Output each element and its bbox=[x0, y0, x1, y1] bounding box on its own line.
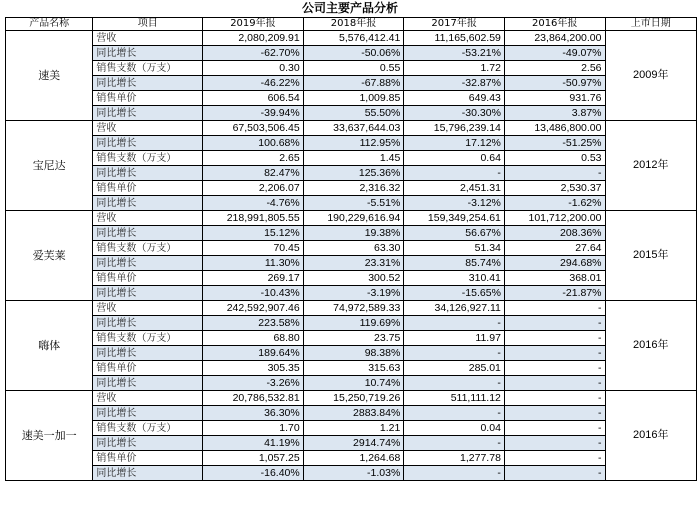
table-row bbox=[6, 196, 697, 211]
item-label-cell: 销售支数（万支） bbox=[93, 331, 203, 346]
header-row bbox=[6, 18, 697, 31]
value-cell: 2,080,209.91 bbox=[203, 31, 304, 46]
value-cell: -62.70% bbox=[203, 46, 304, 61]
value-cell: 67,503,506.45 bbox=[203, 121, 304, 136]
value-cell: - bbox=[504, 406, 605, 421]
value-cell: - bbox=[504, 331, 605, 346]
table-row bbox=[6, 61, 697, 76]
value-cell: -50.06% bbox=[303, 46, 404, 61]
value-cell: -32.87% bbox=[404, 76, 505, 91]
value-cell: -3.12% bbox=[404, 196, 505, 211]
value-cell: 1.72 bbox=[404, 61, 505, 76]
value-cell: 2,316.32 bbox=[303, 181, 404, 196]
value-cell: 27.64 bbox=[504, 241, 605, 256]
value-cell: 2,451.31 bbox=[404, 181, 505, 196]
table-row bbox=[6, 256, 697, 271]
value-cell: - bbox=[504, 316, 605, 331]
value-cell: 74,972,589.33 bbox=[303, 301, 404, 316]
table-row bbox=[6, 406, 697, 421]
table-row bbox=[6, 391, 697, 406]
table-row bbox=[6, 226, 697, 241]
value-cell: - bbox=[404, 466, 505, 481]
value-cell: 1.45 bbox=[303, 151, 404, 166]
value-cell: -49.07% bbox=[504, 46, 605, 61]
value-cell: -53.21% bbox=[404, 46, 505, 61]
value-cell: 315.63 bbox=[303, 361, 404, 376]
value-cell: 23.31% bbox=[303, 256, 404, 271]
value-cell: 11,165,602.59 bbox=[404, 31, 505, 46]
value-cell: 0.64 bbox=[404, 151, 505, 166]
value-cell: 931.76 bbox=[504, 91, 605, 106]
header-2019: 2019年报 bbox=[203, 18, 304, 31]
value-cell: - bbox=[504, 436, 605, 451]
value-cell: 19.38% bbox=[303, 226, 404, 241]
value-cell: 242,592,907.46 bbox=[203, 301, 304, 316]
item-label-cell: 销售单价 bbox=[93, 451, 203, 466]
value-cell: 20,786,532.81 bbox=[203, 391, 304, 406]
value-cell: -67.88% bbox=[303, 76, 404, 91]
item-label-cell: 销售支数（万支） bbox=[93, 151, 203, 166]
value-cell: - bbox=[404, 316, 505, 331]
value-cell: 190,229,616.94 bbox=[303, 211, 404, 226]
value-cell: 56.67% bbox=[404, 226, 505, 241]
value-cell: -21.87% bbox=[504, 286, 605, 301]
product-analysis-table bbox=[5, 17, 697, 481]
value-cell: 1.21 bbox=[303, 421, 404, 436]
value-cell: 2,206.07 bbox=[203, 181, 304, 196]
value-cell: -50.97% bbox=[504, 76, 605, 91]
value-cell: 11.97 bbox=[404, 331, 505, 346]
value-cell: 13,486,800.00 bbox=[504, 121, 605, 136]
table-row bbox=[6, 376, 697, 391]
table-row bbox=[6, 91, 697, 106]
table-row bbox=[6, 361, 697, 376]
item-label-cell: 同比增长 bbox=[93, 226, 203, 241]
value-cell: 23.75 bbox=[303, 331, 404, 346]
product-name-cell: 速美一加一 bbox=[6, 391, 93, 481]
value-cell: - bbox=[504, 346, 605, 361]
item-label-cell: 销售支数（万支） bbox=[93, 421, 203, 436]
value-cell: - bbox=[504, 451, 605, 466]
value-cell: -4.76% bbox=[203, 196, 304, 211]
value-cell: 310.41 bbox=[404, 271, 505, 286]
value-cell: 1.70 bbox=[203, 421, 304, 436]
value-cell: - bbox=[404, 346, 505, 361]
listing-date-cell: 2009年 bbox=[605, 31, 697, 121]
item-label-cell: 同比增长 bbox=[93, 376, 203, 391]
value-cell: 112.95% bbox=[303, 136, 404, 151]
header-listing-date: 上市日期 bbox=[605, 18, 697, 31]
listing-date-cell: 2016年 bbox=[605, 301, 697, 391]
table-row bbox=[6, 286, 697, 301]
table-row bbox=[6, 46, 697, 61]
header-2018: 2018年报 bbox=[303, 18, 404, 31]
value-cell: 1,264.68 bbox=[303, 451, 404, 466]
value-cell: 15,250,719.26 bbox=[303, 391, 404, 406]
value-cell: 1,277.78 bbox=[404, 451, 505, 466]
value-cell: 2914.74% bbox=[303, 436, 404, 451]
product-name-cell: 爱芙莱 bbox=[6, 211, 93, 301]
value-cell: 85.74% bbox=[404, 256, 505, 271]
table-row bbox=[6, 451, 697, 466]
table-row bbox=[6, 241, 697, 256]
table-body bbox=[6, 31, 697, 481]
value-cell: -39.94% bbox=[203, 106, 304, 121]
value-cell: - bbox=[404, 406, 505, 421]
value-cell: -51.25% bbox=[504, 136, 605, 151]
value-cell: 98.38% bbox=[303, 346, 404, 361]
value-cell: 294.68% bbox=[504, 256, 605, 271]
value-cell: -46.22% bbox=[203, 76, 304, 91]
table-row bbox=[6, 121, 697, 136]
item-label-cell: 同比增长 bbox=[93, 136, 203, 151]
value-cell: 2.65 bbox=[203, 151, 304, 166]
product-name-cell: 嗨体 bbox=[6, 301, 93, 391]
item-label-cell: 同比增长 bbox=[93, 256, 203, 271]
value-cell: 36.30% bbox=[203, 406, 304, 421]
value-cell: 0.55 bbox=[303, 61, 404, 76]
value-cell: 23,864,200.00 bbox=[504, 31, 605, 46]
item-label-cell: 同比增长 bbox=[93, 46, 203, 61]
item-label-cell: 营收 bbox=[93, 391, 203, 406]
item-label-cell: 营收 bbox=[93, 31, 203, 46]
header-product-name: 产品名称 bbox=[6, 18, 93, 31]
value-cell: 119.69% bbox=[303, 316, 404, 331]
value-cell: 3.87% bbox=[504, 106, 605, 121]
value-cell: 159,349,254.61 bbox=[404, 211, 505, 226]
item-label-cell: 同比增长 bbox=[93, 76, 203, 91]
header-2016: 2016年报 bbox=[504, 18, 605, 31]
item-label-cell: 同比增长 bbox=[93, 346, 203, 361]
listing-date-cell: 2015年 bbox=[605, 211, 697, 301]
value-cell: 100.68% bbox=[203, 136, 304, 151]
table-row bbox=[6, 211, 697, 226]
value-cell: - bbox=[404, 436, 505, 451]
value-cell: 285.01 bbox=[404, 361, 505, 376]
value-cell: -3.26% bbox=[203, 376, 304, 391]
value-cell: 41.19% bbox=[203, 436, 304, 451]
table-row bbox=[6, 301, 697, 316]
item-label-cell: 营收 bbox=[93, 211, 203, 226]
listing-date-cell: 2012年 bbox=[605, 121, 697, 211]
value-cell: 606.54 bbox=[203, 91, 304, 106]
value-cell: 269.17 bbox=[203, 271, 304, 286]
value-cell: - bbox=[504, 301, 605, 316]
value-cell: 649.43 bbox=[404, 91, 505, 106]
value-cell: -1.62% bbox=[504, 196, 605, 211]
value-cell: 223.58% bbox=[203, 316, 304, 331]
item-label-cell: 同比增长 bbox=[93, 196, 203, 211]
value-cell: 5,576,412.41 bbox=[303, 31, 404, 46]
item-label-cell: 营收 bbox=[93, 121, 203, 136]
value-cell: 15,796,239.14 bbox=[404, 121, 505, 136]
value-cell: 10.74% bbox=[303, 376, 404, 391]
value-cell: 51.34 bbox=[404, 241, 505, 256]
value-cell: 368.01 bbox=[504, 271, 605, 286]
value-cell: 0.53 bbox=[504, 151, 605, 166]
table-row bbox=[6, 436, 697, 451]
value-cell: 33,637,644.03 bbox=[303, 121, 404, 136]
value-cell: 15.12% bbox=[203, 226, 304, 241]
value-cell: -15.65% bbox=[404, 286, 505, 301]
table-row bbox=[6, 271, 697, 286]
table-row bbox=[6, 76, 697, 91]
table-row bbox=[6, 151, 697, 166]
value-cell: -10.43% bbox=[203, 286, 304, 301]
table-row bbox=[6, 466, 697, 481]
header-item: 项目 bbox=[93, 18, 203, 31]
value-cell: - bbox=[504, 361, 605, 376]
product-name-cell: 宝尼达 bbox=[6, 121, 93, 211]
value-cell: 17.12% bbox=[404, 136, 505, 151]
item-label-cell: 同比增长 bbox=[93, 436, 203, 451]
table-row bbox=[6, 331, 697, 346]
value-cell: 218,991,805.55 bbox=[203, 211, 304, 226]
table-row bbox=[6, 316, 697, 331]
table-row bbox=[6, 106, 697, 121]
value-cell: - bbox=[404, 376, 505, 391]
table-row bbox=[6, 136, 697, 151]
table-row bbox=[6, 421, 697, 436]
value-cell: 1,009.85 bbox=[303, 91, 404, 106]
value-cell: 34,126,927.11 bbox=[404, 301, 505, 316]
item-label-cell: 销售单价 bbox=[93, 361, 203, 376]
value-cell: -16.40% bbox=[203, 466, 304, 481]
item-label-cell: 销售单价 bbox=[93, 91, 203, 106]
value-cell: -3.19% bbox=[303, 286, 404, 301]
table-row bbox=[6, 166, 697, 181]
header-2017: 2017年报 bbox=[404, 18, 505, 31]
item-label-cell: 营收 bbox=[93, 301, 203, 316]
value-cell: 208.36% bbox=[504, 226, 605, 241]
product-name-cell: 速美 bbox=[6, 31, 93, 121]
value-cell: 300.52 bbox=[303, 271, 404, 286]
table-row bbox=[6, 181, 697, 196]
item-label-cell: 同比增长 bbox=[93, 406, 203, 421]
value-cell: 2.56 bbox=[504, 61, 605, 76]
value-cell: 68.80 bbox=[203, 331, 304, 346]
item-label-cell: 同比增长 bbox=[93, 286, 203, 301]
value-cell: - bbox=[504, 421, 605, 436]
value-cell: 2,530.37 bbox=[504, 181, 605, 196]
value-cell: -30.30% bbox=[404, 106, 505, 121]
value-cell: 2883.84% bbox=[303, 406, 404, 421]
item-label-cell: 同比增长 bbox=[93, 466, 203, 481]
value-cell: 1,057.25 bbox=[203, 451, 304, 466]
item-label-cell: 销售单价 bbox=[93, 271, 203, 286]
value-cell: 305.35 bbox=[203, 361, 304, 376]
listing-date-cell: 2016年 bbox=[605, 391, 697, 481]
value-cell: 0.04 bbox=[404, 421, 505, 436]
item-label-cell: 销售支数（万支） bbox=[93, 61, 203, 76]
value-cell: 55.50% bbox=[303, 106, 404, 121]
value-cell: - bbox=[504, 376, 605, 391]
value-cell: 0.30 bbox=[203, 61, 304, 76]
value-cell: 11.30% bbox=[203, 256, 304, 271]
table-row bbox=[6, 346, 697, 361]
page-title: 公司主要产品分析 bbox=[301, 1, 398, 15]
value-cell: - bbox=[504, 166, 605, 181]
item-label-cell: 同比增长 bbox=[93, 166, 203, 181]
table-row bbox=[6, 31, 697, 46]
value-cell: -5.51% bbox=[303, 196, 404, 211]
value-cell: - bbox=[504, 391, 605, 406]
value-cell: 70.45 bbox=[203, 241, 304, 256]
value-cell: 511,111.12 bbox=[404, 391, 505, 406]
value-cell: 189.64% bbox=[203, 346, 304, 361]
value-cell: 101,712,200.00 bbox=[504, 211, 605, 226]
item-label-cell: 销售单价 bbox=[93, 181, 203, 196]
value-cell: 125.36% bbox=[303, 166, 404, 181]
item-label-cell: 同比增长 bbox=[93, 106, 203, 121]
value-cell: 82.47% bbox=[203, 166, 304, 181]
value-cell: - bbox=[404, 166, 505, 181]
value-cell: -1.03% bbox=[303, 466, 404, 481]
value-cell: - bbox=[504, 466, 605, 481]
item-label-cell: 同比增长 bbox=[93, 316, 203, 331]
value-cell: 63.30 bbox=[303, 241, 404, 256]
item-label-cell: 销售支数（万支） bbox=[93, 241, 203, 256]
